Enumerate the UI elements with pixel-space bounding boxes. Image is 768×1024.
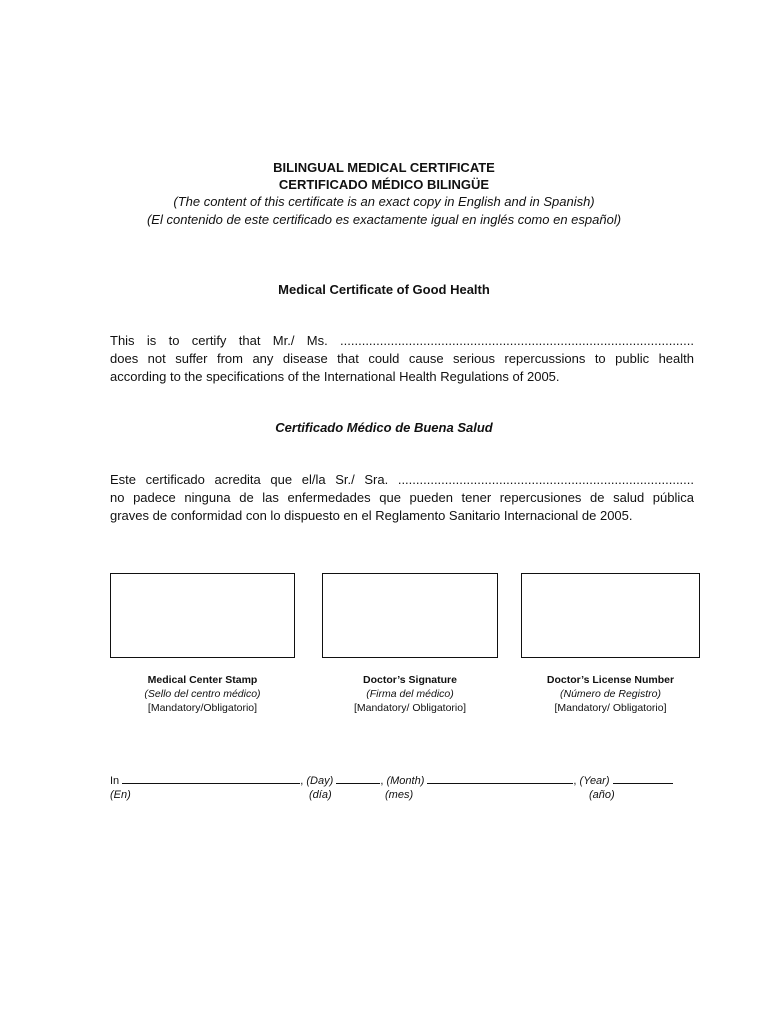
- year-label-spanish: (año): [589, 789, 615, 801]
- year-field[interactable]: [613, 773, 673, 784]
- day-label-spanish: (día): [309, 789, 332, 801]
- spanish-name-field[interactable]: ..................................................................................: [397, 472, 694, 487]
- english-certification-text: [110, 332, 694, 386]
- license-mandatory-note: [Mandatory/ Obligatorio]: [554, 702, 667, 714]
- in-label: In: [110, 775, 120, 787]
- english-text-line-2: does not suffer from any disease that could cause serious repercussions to public health: [110, 351, 694, 366]
- english-name-field[interactable]: ..................................................................................................: [340, 333, 694, 348]
- document-subtitle: CERTIFICADO MÉDICO BILINGÜE: [278, 177, 490, 192]
- doctor-signature-box[interactable]: [322, 573, 498, 658]
- date-place-line: In , (Day) , (Month) , (Year): [110, 773, 673, 787]
- signature-label: Doctor’s Signature: [363, 674, 457, 686]
- month-field[interactable]: [427, 773, 573, 784]
- stamp-mandatory-note: [Mandatory/Obligatorio]: [147, 702, 258, 714]
- doctor-license-caption: [521, 673, 700, 715]
- doctor-license-number-box[interactable]: [521, 573, 700, 658]
- spanish-section-title: Certificado Médico de Buena Salud: [275, 420, 493, 435]
- english-name-line: [110, 332, 694, 350]
- english-text-line-3: according to the specifications of the International Health Regulations of 2005.: [110, 369, 560, 384]
- medical-center-stamp-box[interactable]: [110, 573, 295, 658]
- license-label-spanish: (Número de Registro): [560, 688, 661, 700]
- doctor-signature-caption: [322, 673, 498, 715]
- stamp-label-spanish: (Sello del centro médico): [144, 688, 261, 700]
- bilingual-note-english: (The content of this certificate is an exact copy in English and in Spanish): [173, 194, 595, 209]
- english-section-title: Medical Certificate of Good Health: [278, 282, 490, 297]
- day-label: (Day): [306, 775, 334, 787]
- spanish-text-line-2: no padece ninguna de las enfermedades que pueden tener repercusiones de salud pública: [110, 490, 694, 505]
- spanish-certification-text: [110, 471, 694, 525]
- in-label-spanish: (En): [110, 789, 131, 801]
- license-label: Doctor’s License Number: [546, 674, 675, 686]
- spanish-name-prefix: Este certificado acredita que el/la Sr./ Sra.: [110, 472, 398, 487]
- signature-mandatory-note: [Mandatory/ Obligatorio]: [353, 702, 467, 714]
- medical-center-stamp-caption: [110, 673, 295, 715]
- spanish-name-line: [110, 471, 694, 489]
- month-label-spanish: (mes): [385, 789, 414, 801]
- spanish-text-line-3: graves de conformidad con lo dispuesto en el Reglamento Sanitario Internacional de 2005.: [110, 508, 633, 523]
- bilingual-note-spanish: (El contenido de este certificado es exactamente igual en inglés como en español): [146, 212, 622, 227]
- month-label: (Month): [386, 775, 425, 787]
- place-field[interactable]: [122, 773, 300, 784]
- english-name-prefix: This is to certify that Mr./ Ms.: [110, 333, 341, 348]
- document-title: BILINGUAL MEDICAL CERTIFICATE: [273, 160, 495, 175]
- day-field[interactable]: [336, 773, 380, 784]
- stamp-label: Medical Center Stamp: [147, 674, 258, 686]
- signature-label-spanish: (Firma del médico): [366, 688, 454, 700]
- year-label: (Year): [579, 775, 610, 787]
